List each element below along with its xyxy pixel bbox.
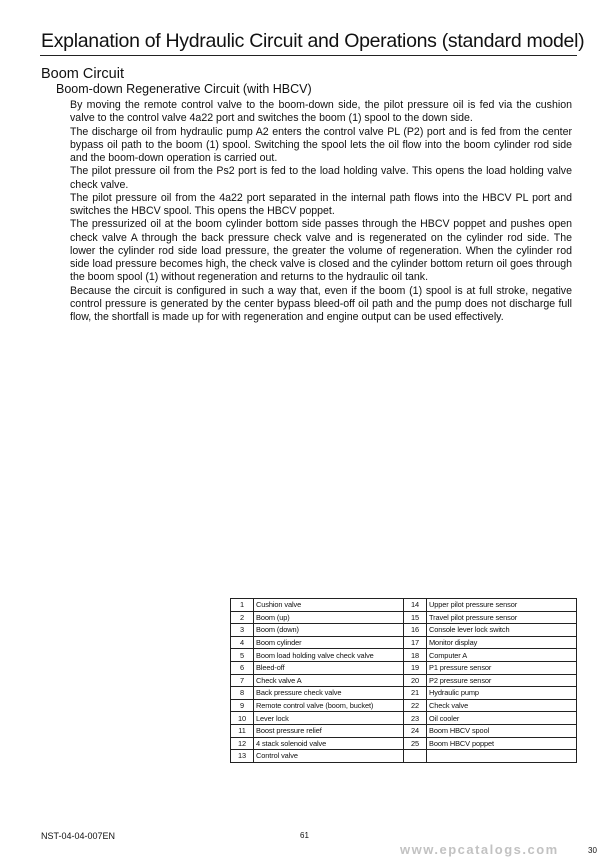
legend-number: 11: [231, 724, 254, 737]
legend-description: Hydraulic pump: [427, 687, 577, 700]
legend-description: Check valve: [427, 699, 577, 712]
legend-number: 16: [404, 624, 427, 637]
legend-description: Monitor display: [427, 636, 577, 649]
body-text: [70, 99, 572, 324]
legend-description: Oil cooler: [427, 712, 577, 725]
legend-number: 14: [404, 599, 427, 612]
legend-body: [231, 599, 577, 763]
legend-number: 18: [404, 649, 427, 662]
legend-description: Boom HBCV poppet: [427, 737, 577, 750]
legend-description: Check valve A: [254, 674, 404, 687]
legend-number: 6: [231, 661, 254, 674]
legend-row: [231, 687, 577, 700]
legend-number: 20: [404, 674, 427, 687]
legend-description: Boom load holding valve check valve: [254, 649, 404, 662]
legend-number: 8: [231, 687, 254, 700]
center-page-number: 61: [300, 831, 309, 840]
legend-row: [231, 636, 577, 649]
paragraph: The pressurized oil at the boom cylinder bottom side passes through the HBCV poppet and pushes open check valve A through the back pressure check valve and is regenerated on the cylinder rod side. The lower the cylinder rod side load pressure, the greater the volume of regeneration. When the cylinder rod side load pressure becomes high, the check valve is closed and the cylinder bottom return oil goes through the boom spool (1) without regeneration and returns to the hydraulic oil tank.: [70, 218, 572, 284]
legend-description: Console lever lock switch: [427, 624, 577, 637]
legend-number: 10: [231, 712, 254, 725]
legend-number: 12: [231, 737, 254, 750]
component-legend-table: [230, 598, 577, 763]
legend-number: 22: [404, 699, 427, 712]
legend-number: 21: [404, 687, 427, 700]
legend-number: 13: [231, 750, 254, 763]
legend-description: Remote control valve (boom, bucket): [254, 699, 404, 712]
legend-number: 17: [404, 636, 427, 649]
legend-description: Back pressure check valve: [254, 687, 404, 700]
watermark-link[interactable]: www.epcatalogs.com: [400, 842, 559, 857]
legend-number: 2: [231, 611, 254, 624]
legend-number: 25: [404, 737, 427, 750]
legend-description: Travel pilot pressure sensor: [427, 611, 577, 624]
paragraph: Because the circuit is configured in such a way that, even if the boom (1) spool is at full stroke, negative control pressure is generated by the center bypass bleed-off oil path and the pump does not discharge full flow, the shortfall is made up for with regeneration and engine output can be used effectively.: [70, 284, 572, 323]
legend-description: Boom cylinder: [254, 636, 404, 649]
legend-number: 23: [404, 712, 427, 725]
legend-row: [231, 712, 577, 725]
legend-description: Bleed-off: [254, 661, 404, 674]
legend-description: Boom HBCV spool: [427, 724, 577, 737]
legend-description: [427, 750, 577, 763]
legend-row: [231, 737, 577, 750]
legend-description: 4 stack solenoid valve: [254, 737, 404, 750]
legend-number: 3: [231, 624, 254, 637]
legend-description: P1 pressure sensor: [427, 661, 577, 674]
paragraph: The discharge oil from hydraulic pump A2 enters the control valve PL (P2) port and is fed from the center bypass oil path to the boom (1) spool. Switching the spool lets the oil flow into the boom cylinder rod side and the boom-down operation is carried out.: [70, 125, 572, 164]
legend-number: [404, 750, 427, 763]
legend-row: [231, 624, 577, 637]
page-number: 30: [588, 846, 597, 855]
paragraph: By moving the remote control valve to the boom-down side, the pilot pressure oil is fed via the cushion valve to the control valve 4a22 port and switches the boom (1) spool to the down side.: [70, 99, 572, 125]
legend-number: 7: [231, 674, 254, 687]
legend-row: [231, 661, 577, 674]
page-title: Explanation of Hydraulic Circuit and Operations (standard model): [41, 30, 585, 52]
section-heading: Boom Circuit: [41, 66, 124, 82]
legend-description: Lever lock: [254, 712, 404, 725]
subsection-heading: Boom-down Regenerative Circuit (with HBCV): [56, 82, 312, 96]
paragraph: The pilot pressure oil from the Ps2 port is fed to the load holding valve. This opens the load holding valve check valve.: [70, 165, 572, 191]
legend-row: [231, 674, 577, 687]
legend-row: [231, 599, 577, 612]
legend-description: Computer A: [427, 649, 577, 662]
legend-number: 5: [231, 649, 254, 662]
legend-row: [231, 611, 577, 624]
legend-description: Boom (down): [254, 624, 404, 637]
legend-row: [231, 649, 577, 662]
title-underline: [40, 55, 577, 56]
legend-description: Cushion valve: [254, 599, 404, 612]
legend-number: 15: [404, 611, 427, 624]
legend-description: Boom (up): [254, 611, 404, 624]
legend-row: [231, 699, 577, 712]
legend-number: 24: [404, 724, 427, 737]
legend-number: 19: [404, 661, 427, 674]
document-code: NST-04-04-007EN: [41, 831, 116, 841]
legend-row: [231, 724, 577, 737]
legend-number: 9: [231, 699, 254, 712]
legend-description: Upper pilot pressure sensor: [427, 599, 577, 612]
legend-row: [231, 750, 577, 763]
paragraph: The pilot pressure oil from the 4a22 port separated in the internal path flows into the HBCV PL port and switches the HBCV spool. This opens the HBCV poppet.: [70, 191, 572, 217]
legend-number: 1: [231, 599, 254, 612]
legend-description: Boost pressure relief: [254, 724, 404, 737]
legend-number: 4: [231, 636, 254, 649]
legend-description: P2 pressure sensor: [427, 674, 577, 687]
legend-description: Control valve: [254, 750, 404, 763]
